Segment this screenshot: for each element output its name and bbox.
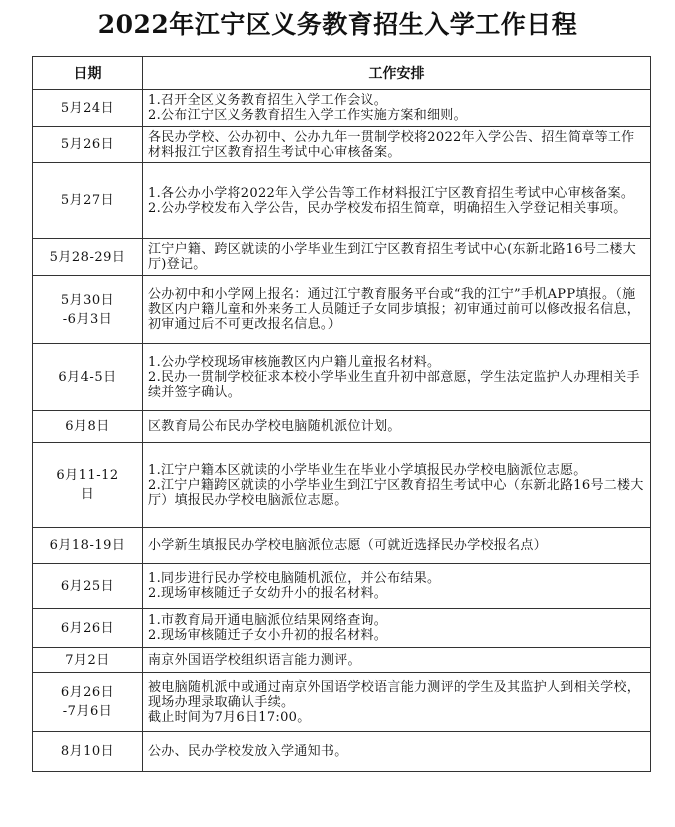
row-date: 6月4-5日 xyxy=(33,344,143,411)
schedule-table xyxy=(32,56,651,772)
arrangement-item: 1.召开全区义务教育招生入学工作会议。 xyxy=(148,93,388,108)
page-title: 2022年江宁区义务教育招生入学工作日程 xyxy=(97,10,578,39)
table-row xyxy=(33,564,651,609)
table-row xyxy=(33,344,651,411)
table-row xyxy=(33,443,651,528)
table-row xyxy=(33,276,651,344)
header-arrangement: 工作安排 xyxy=(143,57,651,90)
row-date: 6月8日 xyxy=(33,411,143,443)
arrangement-item: 2.江宁户籍跨区就读的小学毕业生到江宁区教育招生考试中心（东新北路16号二楼大厅）填报民办学校电脑派位志愿。 xyxy=(148,477,644,508)
table-row xyxy=(33,528,651,564)
arrangement-item: 2.公布江宁区义务教育招生入学工作实施方案和细则。 xyxy=(148,108,467,123)
arrangement-item: 1.江宁户籍本区就读的小学毕业生在毕业小学填报民办学校电脑派位志愿。 xyxy=(148,462,587,478)
row-arrangement xyxy=(143,344,651,411)
arrangement-item: 区教育局公布民办学校电脑随机派位计划。 xyxy=(148,419,401,434)
row-date: 6月26日 xyxy=(33,609,143,648)
row-date: 5月27日 xyxy=(33,163,143,239)
row-date: 5月28-29日 xyxy=(33,239,143,276)
arrangement-item: 公办、民办学校发放入学通知书。 xyxy=(148,744,348,759)
row-date: 7月2日 xyxy=(33,648,143,673)
row-arrangement xyxy=(143,127,651,163)
row-date: 6月26日 -7月6日 xyxy=(33,673,143,732)
row-arrangement xyxy=(143,732,651,772)
arrangement-item: 小学新生填报民办学校电脑派位志愿（可就近选择民办学校报名点） xyxy=(148,538,548,553)
row-arrangement xyxy=(143,443,651,528)
table-row xyxy=(33,673,651,732)
arrangement-item: 公办初中和小学网上报名：通过江宁教育服务平台或“我的江宁”手机APP填报。（施教区内户籍儿童和外来务工人员随迁子女同步填报；初审通过前可以修改报名信息，初审通过后不可更改报名信息。） xyxy=(148,287,641,332)
row-date: 6月18-19日 xyxy=(33,528,143,564)
row-arrangement xyxy=(143,648,651,673)
table-row xyxy=(33,732,651,772)
row-arrangement xyxy=(143,90,651,127)
row-date: 5月26日 xyxy=(33,127,143,163)
arrangement-item: 各民办学校、公办初中、公办九年一贯制学校将2022年入学公告、招生简章等工作材料报江宁区教育招生考试中心审核备案。 xyxy=(148,129,635,160)
arrangement-item: 1.公办学校现场审核施教区内户籍儿童报名材料。 xyxy=(148,354,441,370)
row-arrangement xyxy=(143,239,651,276)
arrangement-item: 截止时间为7月6日17:00。 xyxy=(148,709,311,725)
schedule-body xyxy=(33,90,651,772)
arrangement-item: 2.现场审核随迁子女幼升小的报名材料。 xyxy=(148,586,388,601)
arrangement-item: 2.公办学校发布入学公告，民办学校发布招生简章，明确招生入学登记相关事项。 xyxy=(148,200,627,216)
table-row xyxy=(33,239,651,276)
arrangement-item: 江宁户籍、跨区就读的小学毕业生到江宁区教育招生考试中心(东新北路16号二楼大厅)登记。 xyxy=(148,242,637,272)
row-date: 5月30日 -6月3日 xyxy=(33,276,143,344)
row-arrangement xyxy=(143,528,651,564)
header-date: 日期 xyxy=(33,57,143,90)
row-date: 6月25日 xyxy=(33,564,143,609)
table-row xyxy=(33,127,651,163)
table-row xyxy=(33,411,651,443)
table-row xyxy=(33,90,651,127)
row-date: 5月24日 xyxy=(33,90,143,127)
table-header-row xyxy=(33,57,651,90)
arrangement-item: 被电脑随机派中或通过南京外国语学校语言能力测评的学生及其监护人到相关学校，现场办理录取确认手续。 xyxy=(148,679,641,710)
arrangement-item: 1.各公办小学将2022年入学公告等工作材料报江宁区教育招生考试中心审核备案。 xyxy=(148,185,635,201)
arrangement-item: 1.市教育局开通电脑派位结果网络查询。 xyxy=(148,613,388,628)
arrangement-item: 南京外国语学校组织语言能力测评。 xyxy=(148,652,361,668)
row-arrangement xyxy=(143,564,651,609)
row-date: 8月10日 xyxy=(33,732,143,772)
arrangement-item: 1.同步进行民办学校电脑随机派位，并公布结果。 xyxy=(148,571,441,586)
arrangement-item: 2.现场审核随迁子女小升初的报名材料。 xyxy=(148,628,388,643)
table-row xyxy=(33,163,651,239)
row-arrangement xyxy=(143,163,651,239)
arrangement-item: 2.民办一贯制学校征求本校小学毕业生直升初中部意愿，学生法定监护人办理相关手续并签字确认。 xyxy=(148,369,640,400)
row-date: 6月11-12 日 xyxy=(33,443,143,528)
row-arrangement xyxy=(143,609,651,648)
row-arrangement xyxy=(143,673,651,732)
row-arrangement xyxy=(143,276,651,344)
table-row xyxy=(33,609,651,648)
row-arrangement xyxy=(143,411,651,443)
table-row xyxy=(33,648,651,673)
